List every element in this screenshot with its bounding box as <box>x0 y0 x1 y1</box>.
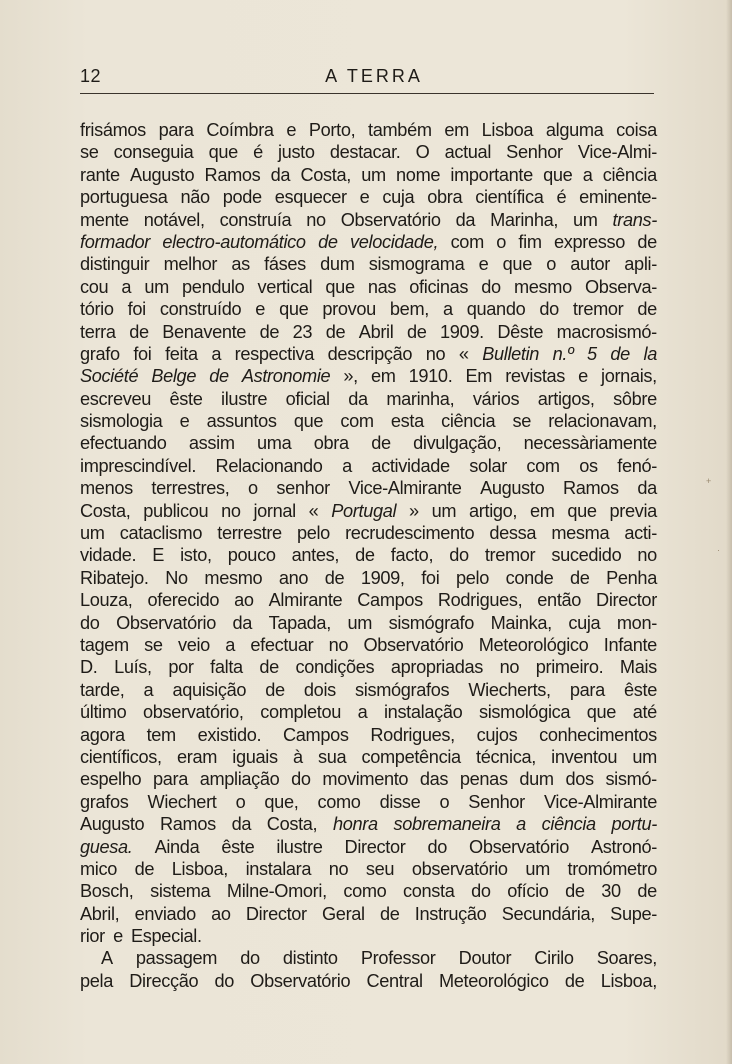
text-line: escreveu êste ilustre oficial da marinha, vários artigos, sôbre <box>80 388 657 409</box>
margin-speck: · <box>717 545 720 555</box>
text-line: rante Augusto Ramos da Costa, um nome importante que a ciência <box>80 164 657 185</box>
margin-speck: + <box>706 476 712 486</box>
text-line: científicos, eram iguais à sua competência técnica, inventou um <box>80 746 657 767</box>
text-line: um cataclismo terrestre pelo recrudescimento dessa mesma acti- <box>80 523 657 544</box>
header-rule <box>80 93 654 94</box>
body-text <box>80 119 657 992</box>
text-line: A passagem do distinto Professor Doutor Cirilo Soares, <box>101 948 657 969</box>
text-line: formador electro-automático de velocidade, com o fim expresso de <box>80 231 657 252</box>
text-line: Abril, enviado ao Director Geral de Instrução Secundária, Supe- <box>80 903 657 924</box>
text-line: tagem se veio a efectuar no Observatório Meteorológico Infante <box>80 634 657 655</box>
text-line: tório foi construído e que provou bem, a quando do tremor de <box>80 299 657 320</box>
text-line: cou a um pendulo vertical que nas oficinas do mesmo Observa- <box>80 276 657 297</box>
text-line: vidade. E isto, pouco antes, de facto, do tremor sucedido no <box>80 545 657 566</box>
text-line: agora tem existido. Campos Rodrigues, cujos conhecimentos <box>80 724 657 745</box>
page-edge-shadow <box>726 0 732 1064</box>
text-line: menos terrestres, o senhor Vice-Almirante Augusto Ramos da <box>80 478 657 499</box>
text-line: Augusto Ramos da Costa, honra sobremaneira a ciência portu- <box>80 814 657 835</box>
text-line: D. Luís, por falta de condições apropriadas no primeiro. Mais <box>80 657 657 678</box>
text-line: Bosch, sistema Milne-Omori, como consta do ofício de 30 de <box>80 881 657 902</box>
text-line: rior e Especial. <box>80 926 202 947</box>
text-line: Ribatejo. No mesmo ano de 1909, foi pelo conde de Penha <box>80 567 657 588</box>
text-line: tarde, a aquisição de dois sismógrafos Wiecherts, para êste <box>80 679 657 700</box>
text-line: se conseguia que é justo destacar. O actual Senhor Vice-Almi- <box>80 142 657 163</box>
text-line: mente notável, construía no Observatório da Marinha, um trans- <box>80 209 657 230</box>
text-line: do Observatório da Tapada, um sismógrafo Mainka, cuja mon- <box>80 612 657 633</box>
text-line: terra de Benavente de 23 de Abril de 1909. Dêste macrosismó- <box>80 321 657 342</box>
text-line: distinguir melhor as fáses dum sismograma e que o autor apli- <box>80 254 657 275</box>
text-line: Louza, oferecido ao Almirante Campos Rodrigues, então Director <box>80 590 657 611</box>
text-line: último observatório, completou a instalação sismológica que até <box>80 702 657 723</box>
page-header <box>80 66 654 90</box>
running-head: A TERRA <box>325 66 423 86</box>
text-line: sismologia e assuntos que com esta ciência se relacionavam, <box>80 411 657 432</box>
text-line: frisámos para Coímbra e Porto, também em Lisboa alguma coisa <box>80 120 657 140</box>
text-line: espelho para ampliação do movimento das penas dum dos sismó- <box>80 769 657 790</box>
text-line: grafos Wiechert o que, como disse o Senhor Vice-Almirante <box>80 791 657 812</box>
text-line: grafo foi feita a respectiva descripção no « Bulletin n.º 5 de la <box>80 343 657 364</box>
text-line: pela Direcção do Observatório Central Meteorológico de Lisboa, <box>80 970 657 991</box>
text-line: Société Belge de Astronomie », em 1910. Em revistas e jornais, <box>80 366 657 387</box>
text-line: imprescindível. Relacionando a actividade solar com os fenó- <box>80 455 657 476</box>
text-line: mico de Lisboa, instalara no seu observatório um tromómetro <box>80 858 657 879</box>
text-line: Costa, publicou no jornal « Portugal » um artigo, em que previa <box>80 500 657 521</box>
text-line: guesa. Ainda êste ilustre Director do Observatório Astronó- <box>80 836 657 857</box>
page-number: 12 <box>80 66 102 86</box>
text-line: efectuando assim uma obra de divulgação, necessàriamente <box>80 433 657 454</box>
text-line: portuguesa não pode esquecer e cuja obra científica é eminente- <box>80 187 657 208</box>
